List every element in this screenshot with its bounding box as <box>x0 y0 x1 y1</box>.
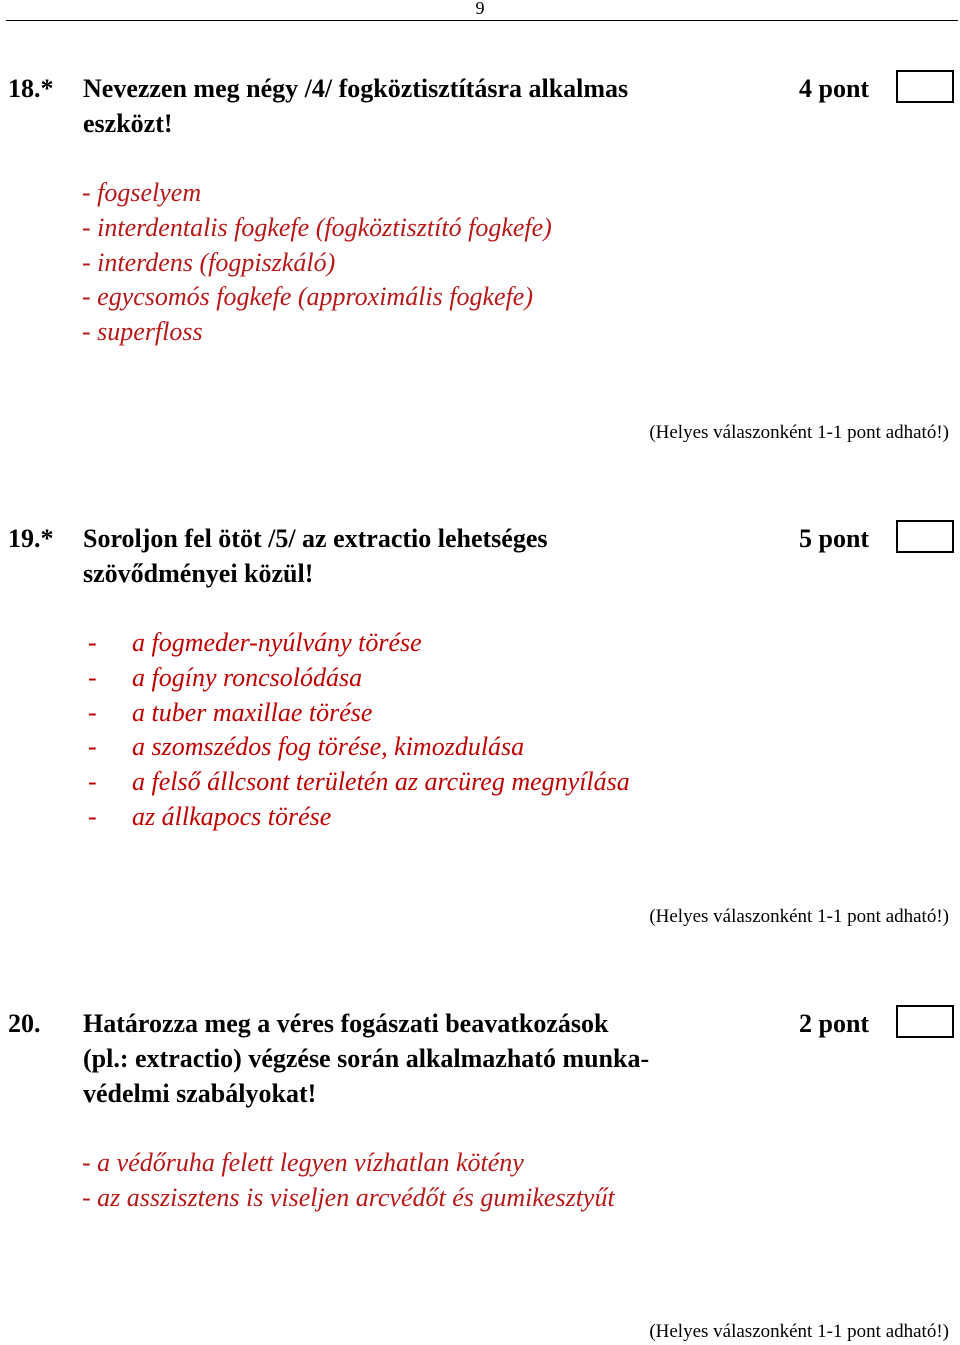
question-18-points: 4 pont <box>799 74 870 103</box>
question-19-number: 19.* <box>8 524 54 553</box>
question-19-answer-list <box>88 626 630 835</box>
question-20-score-box[interactable] <box>896 1005 954 1038</box>
question-18-score-box[interactable] <box>896 70 954 103</box>
question-18-scoring-note: (Helyes válaszonként 1-1 pont adható!) <box>649 422 949 443</box>
question-19-scoring-note: (Helyes válaszonként 1-1 pont adható!) <box>649 906 949 927</box>
list-item <box>88 730 630 765</box>
question-18-prompt-line-2: eszközt! <box>83 109 173 138</box>
list-item <box>88 661 630 696</box>
question-20-answer-list <box>82 1146 615 1216</box>
question-18-prompt-line-1: Nevezzen meg négy /4/ fogköztisztításra alkalmas <box>83 74 629 103</box>
question-20-prompt-line-3: védelmi szabályokat! <box>83 1079 317 1108</box>
list-item-text: a fogmeder-nyúlvány törése <box>132 628 422 657</box>
question-19-score-box[interactable] <box>896 520 954 553</box>
list-item-dash: - <box>88 628 97 657</box>
question-19-prompt-line-2: szövődményei közül! <box>83 559 314 588</box>
question-20-scoring-note: (Helyes válaszonként 1-1 pont adható!) <box>649 1321 949 1342</box>
list-item: - interdens (fogpiszkáló) <box>82 247 336 277</box>
list-item-dash: - <box>88 767 97 797</box>
list-item-text: a fogíny roncsolódása <box>132 662 363 692</box>
list-item: - a védőruha felett legyen vízhatlan kötény <box>82 1148 524 1177</box>
list-item-text: az állkapocs törése <box>132 801 332 831</box>
question-18-number: 18.* <box>8 74 54 103</box>
list-item: - az asszisztens is viseljen arcvédőt és gumikesztyűt <box>82 1182 615 1212</box>
list-item-dash: - <box>88 732 97 762</box>
list-item-text: a szomszédos fog törése, kimozdulása <box>132 732 525 762</box>
list-item-dash: - <box>88 801 97 831</box>
list-item: - superfloss <box>82 317 203 347</box>
list-item <box>88 765 630 800</box>
question-19-points: 5 pont <box>799 524 870 553</box>
question-20-prompt-line-2: (pl.: extractio) végzése során alkalmazható munka- <box>83 1044 650 1073</box>
question-20-points: 2 pont <box>799 1009 870 1038</box>
question-20-prompt-line-1: Határozza meg a véres fogászati beavatkozások <box>83 1009 609 1038</box>
list-item <box>88 800 630 835</box>
question-19-prompt-line-1: Soroljon fel ötöt /5/ az extractio lehetséges <box>83 524 548 553</box>
list-item: - interdentalis fogkefe (fogköztisztító fogkefe) <box>82 212 552 242</box>
page-number: 9 <box>475 0 485 18</box>
list-item-dash: - <box>88 662 97 692</box>
list-item <box>88 626 630 661</box>
list-item-text: a felső állcsont területén az arcüreg megnyílása <box>132 767 630 797</box>
list-item-text: a tuber maxillae törése <box>132 697 373 727</box>
list-item: - fogselyem <box>82 178 202 207</box>
header-rule <box>6 20 958 21</box>
list-item-dash: - <box>88 697 97 727</box>
list-item: - egycsomós fogkefe (approximális fogkefe) <box>82 282 534 312</box>
question-20-number: 20. <box>8 1009 41 1038</box>
question-18-answer-list <box>82 176 552 350</box>
list-item <box>88 696 630 731</box>
